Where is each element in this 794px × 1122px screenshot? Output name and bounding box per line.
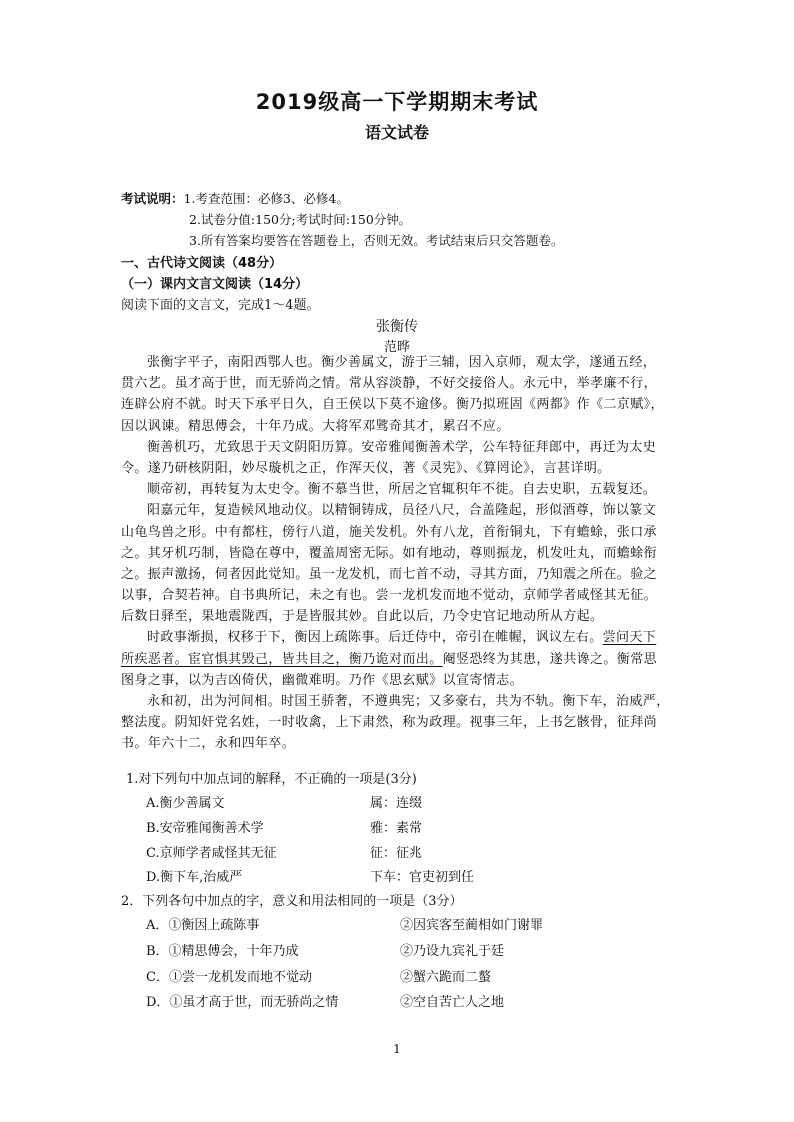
passage-text: 阉竖恐终为其患，遂共谗之。衡常思 [442, 651, 658, 667]
note-item: 3.所有答案均要答在答题卷上，否则无效。考试结束后只交答题卷。 [189, 233, 564, 248]
q2-option-c: C．①尝一龙机发而地不觉动 [146, 970, 312, 985]
note-item: 1.考查范围：必修3、必修4。 [183, 191, 349, 206]
q2-option-b: B．①精思傅会，十年乃成 [146, 944, 299, 959]
passage-line: 之。其牙机巧制，皆隐在尊中，覆盖周密无际。如有地动，尊则振龙，机发吐丸，而蟾蜍衔 [121, 545, 658, 561]
note-row-2 [121, 209, 563, 230]
q2-option-c-compare: ②蟹六跪而二螯 [400, 970, 492, 985]
q1-option-c-gloss: 征：征兆 [370, 846, 423, 861]
exam-subtitle: 语文试卷 [364, 123, 429, 142]
q1-option-b: B.安帝雅闻衡善术学 [146, 821, 264, 836]
q2-option-a-compare: ②因宾客至蔺相如门谢罪 [400, 918, 544, 933]
passage-line: 永和初，出为河间相。时国王骄奢，不遵典宪；又多豪右，共为不轨。衡下车，治威严， [147, 694, 670, 709]
passage-line: 整法度。阴知奸党名姓，一时收禽，上下肃然，称为政理。视事三年，上书乞骸骨，征拜尚 [121, 715, 658, 731]
note-item: 2.试卷分值:150分;考试时间:150分钟。 [189, 212, 412, 227]
passage-line: 因以讽谏。精思傅会，十年乃成。大将军邓骘奇其才，累召不应。 [121, 418, 510, 434]
passage-line: 贯六艺。虽才高于世，而无骄尚之情。常从容淡静，不好交接俗人。永元中，举孝廉不行， [121, 376, 658, 392]
passage-line: 后数日驿至，果地震陇西，于是皆服其妙。自此以后，乃令史官记地动所从方起。 [121, 609, 604, 625]
question-1-stem: 1.对下列句中加点词的解释，不正确的一项是(3分) [126, 772, 417, 787]
page-number: 1 [393, 1042, 401, 1056]
q1-option-d: D.衡下车,治威严 [146, 870, 243, 885]
passage-line: 以事，合契若神。自书典所记，未之有也。尝一龙机发而地不觉动，京师学者咸怪其无征。 [121, 588, 658, 604]
exam-title: 2019级高一下学期期末考试 [255, 90, 539, 114]
passage-line: 连辟公府不就。时天下承平日久，自王侯以下莫不逾侈。衡乃拟班固《两都》作《二京赋》， [121, 397, 664, 413]
passage-line: 书。年六十二，永和四年卒。 [121, 736, 296, 752]
underlined-sentence: 尝问天下 [602, 630, 657, 646]
passage-line: 令。遂乃研核阴阳，妙尽璇机之正，作浑天仪，著《灵宪》、《算罔论》，言甚详明。 [121, 460, 611, 476]
q2-option-b-compare: ②乃设九宾礼于廷 [400, 944, 505, 959]
passage-line: 山龟鸟兽之形。中有都柱，傍行八道，施关发机。外有八龙，首衔铜丸，下有蟾蜍，张口承 [121, 524, 658, 540]
passage-text: 时政事渐损，权移于下，衡因上疏陈事。后迁侍中，帝引在帷幄，讽议左右。 [147, 630, 603, 646]
exam-notes [121, 188, 563, 251]
passage-author: 范晔 [383, 340, 410, 355]
instruction-text: 阅读下面的文言文，完成1～4题。 [121, 298, 320, 313]
section-heading: 一、古代诗文阅读（48分） [121, 256, 283, 271]
passage-line: 衡善机巧，尤致思于天文阴阳历算。安帝雅闻衡善术学，公车特征拜郎中，再迁为太史 [147, 439, 657, 455]
note-row-3 [121, 230, 563, 251]
passage-body [121, 352, 677, 755]
passage-line: 阳嘉元年，复造候风地动仪。以精铜铸成，员径八尺，合盖隆起，形似酒尊，饰以篆文 [147, 503, 657, 519]
passage-line: 顺帝初，再转复为太史令。衡不慕当世，所居之官辄积年不徙。自去史职，五载复还。 [147, 482, 657, 498]
passage-line [121, 649, 677, 670]
note-row-1 [121, 188, 563, 209]
q1-option-b-gloss: 雅：素常 [370, 821, 423, 836]
passage-line: 张衡字平子，南阳西鄂人也。衡少善属文，游于三辅，因入京师，观太学，遂通五经， [147, 355, 657, 370]
q1-option-d-gloss: 下车：官吏初到任 [370, 870, 475, 885]
q1-option-c: C.京师学者咸怪其无征 [146, 846, 277, 861]
q2-option-d: D．①虽才高于世，而无骄尚之情 [146, 995, 339, 1010]
q1-option-a-gloss: 属：连缀 [370, 796, 423, 811]
passage-line [121, 627, 677, 648]
subsection-heading: （一）课内文言文阅读（14分） [121, 277, 309, 292]
underlined-sentence: 所疾恶者。宦官惧其毁己，皆共目之，衡乃诡对而出。 [121, 651, 443, 667]
question-2-stem: 2．下列各句中加点的字，意义和用法相同的一项是（3分） [121, 894, 463, 909]
q1-option-a: A.衡少善属文 [146, 796, 225, 811]
q2-option-d-compare: ②空自苦亡人之地 [400, 995, 505, 1010]
passage-line: 图身之事，以为吉凶倚伏，幽微难明。乃作《思玄赋》以宣寄情志。 [121, 672, 524, 688]
passage-title: 张衡传 [376, 319, 418, 335]
passage-line: 之。振声激扬，伺者因此觉知。虽一龙发机，而七首不动，寻其方面，乃知震之所在。验之 [121, 566, 658, 582]
q2-option-a: A．①衡因上疏陈事 [146, 918, 260, 933]
notes-label: 考试说明： [121, 191, 184, 206]
